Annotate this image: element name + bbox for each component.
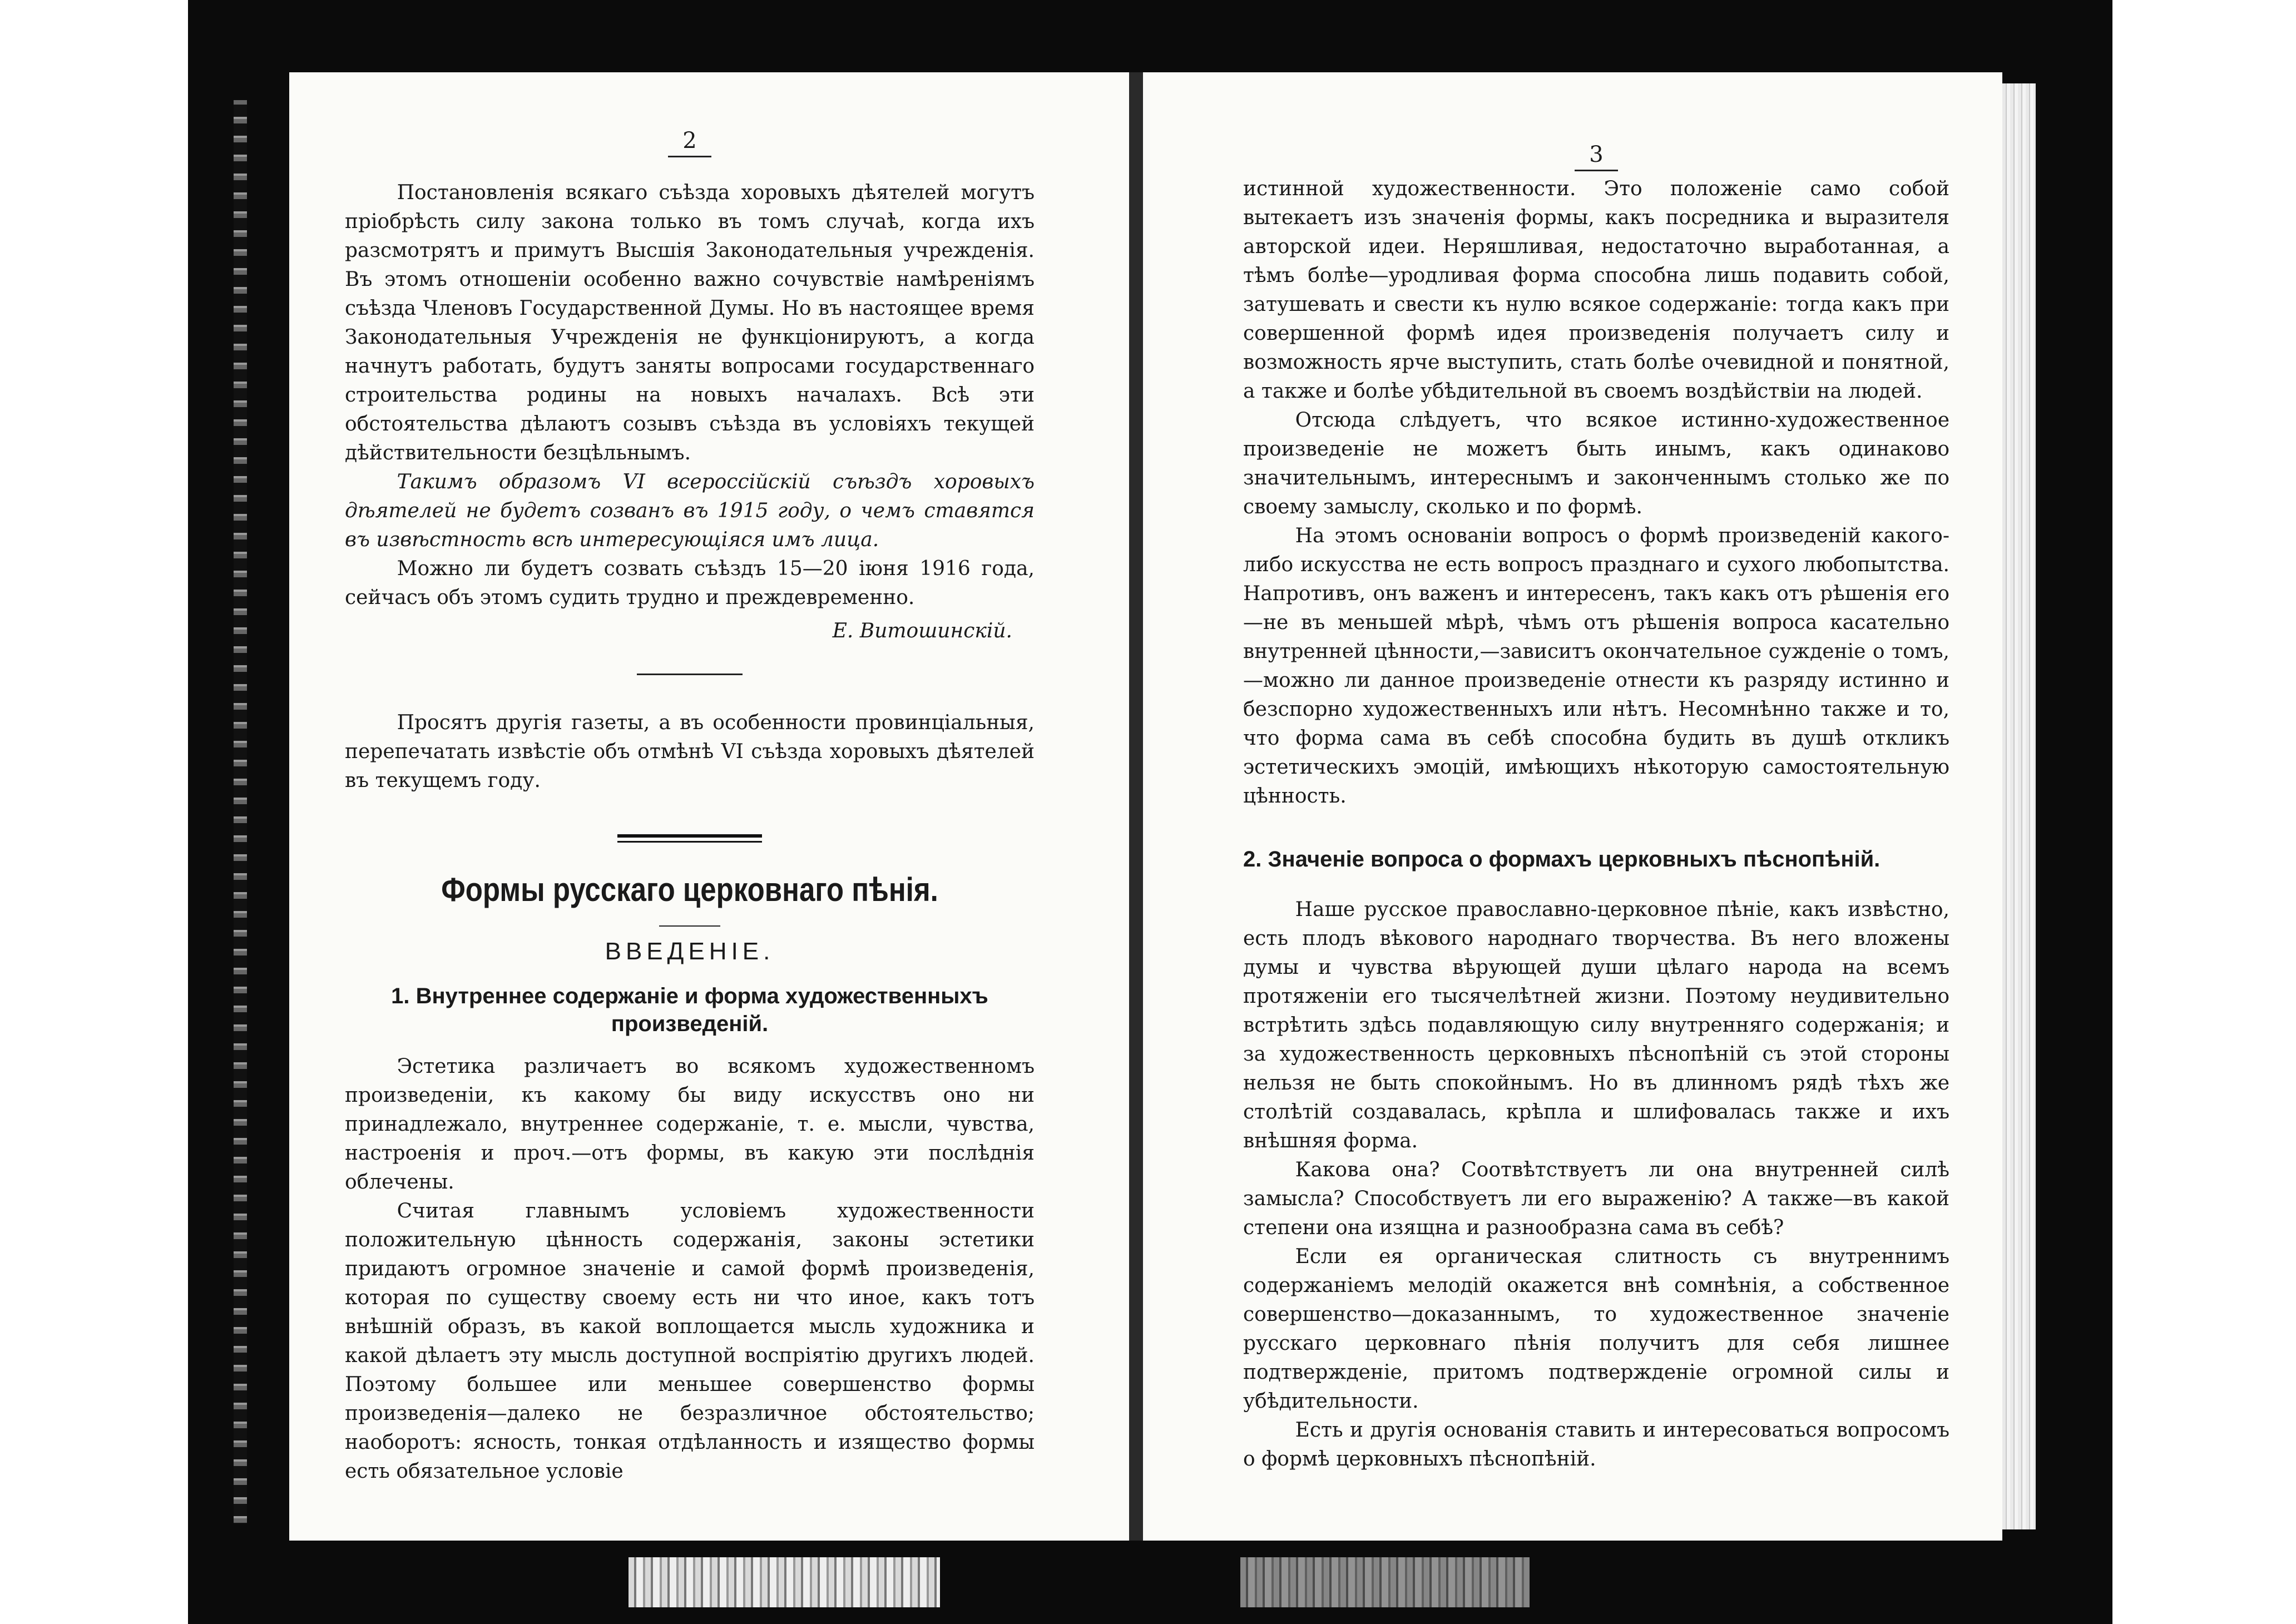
paragraph: Если ея органическая слитность съ внутреннимъ содержаніемъ мелодій окажется внѣ сомнѣнія, а собственное совершенство—доказаннымъ, то художественное значеніе русскаго церковнаго пѣнія получитъ для себя лишнее подтвержденіе, притомъ подтвержденіе огромной силы и убѣдительности. <box>1243 1245 1949 1413</box>
right-page-content <box>1243 142 1949 1474</box>
divider <box>637 674 743 675</box>
page-number-left: 2 <box>345 128 1035 157</box>
signature: Е. Витошинскій. <box>832 620 1012 642</box>
scan-artifact-bottom-left <box>629 1557 940 1607</box>
paragraph: Наше русское православно-церковное пѣніе, какъ извѣстно, есть плодъ вѣкового народнаго творчества. Въ него вложены думы и чувства вѣрующей души цѣлаго народа на всемъ протяженіи его тысячелѣтней жизни. Поэтому неудивительно встрѣтить здѣсь подавляющую силу внутренняго содержанія; и за художественность церковныхъ пѣснопѣній съ этой стороны нельзя не быть спокойнымъ. Но въ длинномъ рядѣ тѣхъ же столѣтій создавалась, крѣпла и шлифовалась также и ихъ внѣшняя форма. <box>1243 898 1949 1152</box>
left-page-content <box>345 128 1035 1486</box>
page-edge-stack <box>2002 83 2036 1529</box>
paragraph: Есть и другія основанія ставить и интересоваться вопросомъ о формѣ церковныхъ пѣснопѣній. <box>1243 1419 1949 1470</box>
section-2-heading: 2. Значеніе вопроса о формахъ церковныхъ пѣснопѣній. <box>1243 847 1881 872</box>
main-title: Формы русскаго церковнаго пѣнія. <box>441 871 938 908</box>
page-number-right: 3 <box>1243 142 1949 171</box>
scan-artifact-bottom-right <box>1240 1557 1530 1607</box>
scan-artifact-left <box>234 100 247 1524</box>
paragraph: Эстетика различаетъ во всякомъ художественномъ произведеніи, къ какому бы виду искусствъ оно ни принадлежало, внутреннее содержаніе, т. е. мысли, чувства, настроенія и проч.—отъ формы, въ какую эти послѣднія облечены. <box>345 1055 1035 1194</box>
paragraph: Какова она? Соотвѣтствуетъ ли она внутренней силѣ замысла? Способствуетъ ли его выраженію? А также—въ какой степени она изящна и разнообразна сама въ себѣ? <box>1243 1158 1949 1239</box>
paragraph: истинной художественности. Это положеніе само собой вытекаетъ изъ значенія формы, какъ посредника и выразителя авторской идеи. Неряшливая, недостаточно выработанная, а тѣмъ болѣе—уродливая форма способна лишь подавить собой, затушевать и свести къ нулю всякое содержаніе: тогда какъ при совершенной формѣ идея произведенія получаетъ силу и возможность ярче выступить, стать болѣе очевидной и понятной, а также и болѣе убѣдительной въ своемъ воздѣйствіи на людей. <box>1243 177 1949 403</box>
paragraph: Считая главнымъ условіемъ художественности положительную цѣнность содержанія, законы эстетики придаютъ огромное значеніе и самой формѣ произведенія, которая по существу своему есть ни что иное, какъ тотъ внѣшній образъ, въ какой воплощается мысль художника и какой дѣлаетъ эту мысль доступной воспріятію другихъ людей. Поэтому большее или меньшее совершенство формы произведенія—далеко не безразличное обстоятельство; наоборотъ: ясность, тонкая отдѣланность и изящество формы есть обязательное условіе <box>345 1200 1035 1483</box>
paragraph-italic: Такимъ образомъ VI всероссійскій съѣздъ хоровыхъ дѣятелей не будетъ созванъ въ 1915 году, о чемъ ставятся въ извѣстность всѣ интересующіяся имъ лица. <box>345 471 1035 551</box>
title-underline <box>659 925 720 927</box>
introduction-heading: ВВЕДЕНІЕ. <box>605 938 775 965</box>
paragraph: Можно ли будетъ созвать съѣздъ 15—20 іюня 1916 года, сейчасъ объ этомъ судить трудно и преждевременно. <box>345 557 1035 609</box>
double-divider <box>617 834 762 843</box>
paragraph: На этомъ основаніи вопросъ о формѣ произведеній какого-либо искусства не есть вопросъ празднаго и сухого любопытства. Напротивъ, онъ важенъ и интересенъ, такъ какъ отъ рѣшенія его—не въ меньшей мѣрѣ, чѣмъ отъ рѣшенія вопроса касательно внутренней цѣнности,—зависитъ окончательное сужденіе о томъ,—можно ли данное произведеніе отнести къ разряду истинно и безспорно художественныхъ или нѣтъ. Несомнѣнно также и то, что форма сама въ себѣ способна будить въ душѣ откликъ эстетическихъ эмоцій, имѣющихъ нѣкоторую самостоятельную цѣнность. <box>1243 524 1949 808</box>
paragraph: Постановленія всякаго съѣзда хоровыхъ дѣятелей могутъ пріобрѣсть силу закона только въ томъ случаѣ, когда ихъ разсмотрятъ и примутъ Высшія Законодательныя учрежденія. Въ этомъ отношеніи особенно важно сочувствіе намѣреніямъ съѣзда Членовъ Государственной Думы. Но въ настоящее время Законодательныя Учрежденія не функціонируютъ, а когда начнутъ работать, будутъ заняты вопросами государственнаго строительства родины на новыхъ началахъ. Всѣ эти обстоятельства дѣлаютъ созывъ съѣзда въ условіяхъ текущей дѣйствительности безцѣльнымъ. <box>345 181 1035 464</box>
notice-paragraph: Просятъ другія газеты, а въ особенности провинціальныя, перепечатать извѣстіе объ отмѣнѣ VI съѣзда хоровыхъ дѣятелей въ текущемъ году. <box>345 711 1035 792</box>
paragraph: Отсюда слѣдуетъ, что всякое истинно-художественное произведеніе не можетъ быть инымъ, какъ одинаково значительнымъ, интереснымъ и законченнымъ столько же по своему замыслу, сколько и по формѣ. <box>1243 409 1949 518</box>
section-1-heading: 1. Внутреннее содержаніе и форма художественныхъ произведеній. <box>391 984 988 1036</box>
scan-artifact-gutter <box>1129 72 1143 1541</box>
